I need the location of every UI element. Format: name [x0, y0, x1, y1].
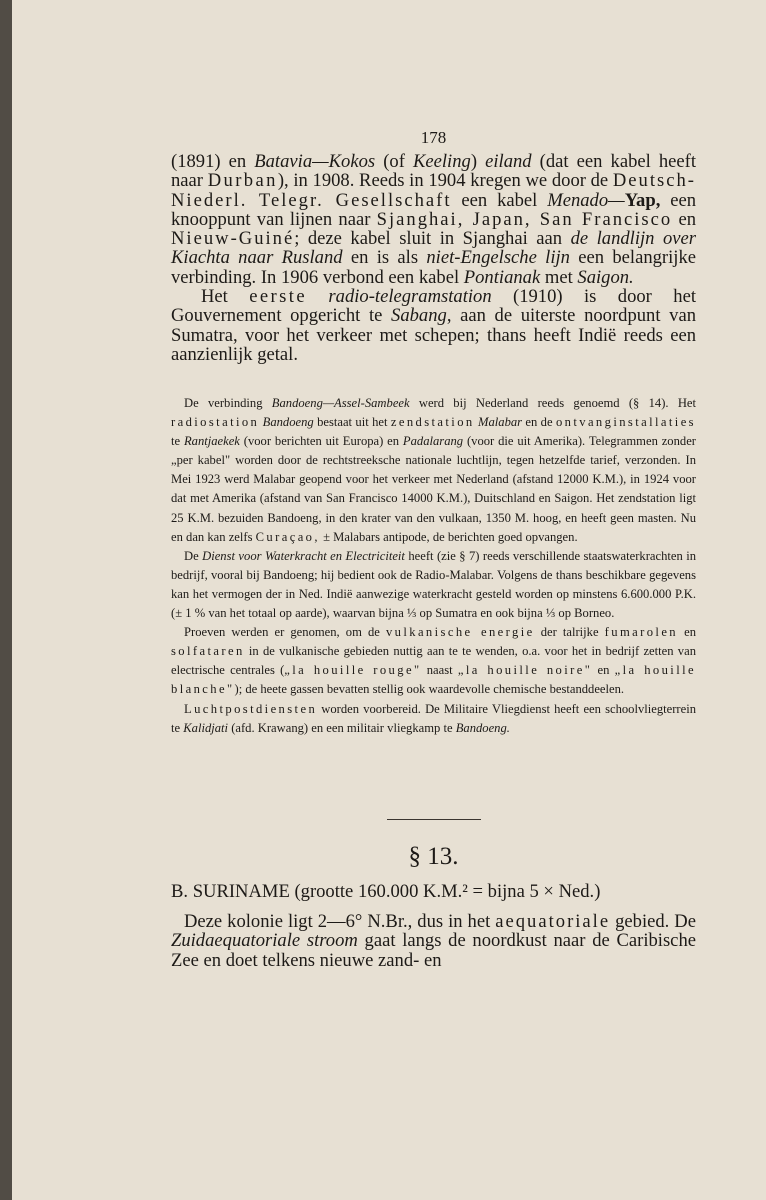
- note-radio-station: De verbinding Bandoeng—Assel-Sambeek werd bij Nederland reeds genoemd (§ 14). Het radiostation Bandoeng bestaat uit het zendstation Malabar en de ontvanginstallaties te Rantjaekek (voor berichten uit Europa) en Padalarang (voor die uit Amerika). Telegrammen zonder „per kabel" worden door de rechtstreeksche nationale luchtlijn, tegen hetzelfde tarief, verzonden. In Mei 1923 werd Malabar geopend voor het verkeer met Nederland (afstand 12000 K.M.), in 1924 voor dat met Amerika (afstand van San Francisco 14000 K.M.), Duitschland en Saigon. Het zendstation ligt 25 K.M. bezuiden Bandoeng, in den krater van den vulkaan, 1350 M. hoog, en heeft geen masten. Nu en dan kan zelfs Curaçao, ± Malabars antipode, de berichten goed opvangen.: [171, 396, 697, 544]
- paragraph-cables: (1891) en Batavia—Kokos (of Keeling) eiland (dat een kabel heeft naar Durban), in 1908. Reeds in 1904 kregen we door de Deutsch-Niederl. Telegr. Gesellschaft een kabel Menado—Yap, een knooppunt van lijnen naar Sjanghai, Japan, San Francisco en Nieuw-Guiné; deze kabel sluit in Sjanghai aan de landlijn over Kiachta naar Rusland en is als niet-Engelsche lijn een belangrijke verbinding. In 1906 verbond een kabel Pontianak met Saigon.: [171, 151, 697, 288]
- section-heading: B. SURINAME (grootte 160.000 K.M.² = bijna 5 × Ned.): [171, 881, 601, 902]
- note-waterkracht: De Dienst voor Waterkracht en Electriciteit heeft (zie § 7) reeds verschillende staatswaterkrachten in bedrijf, vooral bij Bandoeng; hij bedient ook de Radio-Malabar. Volgens de thans beschikbare gegevens kan het vermogen der in Ned. Indië aanwezige waterkracht gesteld worden op minstens 6.600.000 P.K. (± 1 % van het totaal op aarde), waarvan bijna ⅓ op Sumatra en ook bijna ⅓ op Borneo.: [171, 548, 696, 621]
- small-print-notes: [171, 394, 696, 738]
- note-vulkanische-energie: Proeven werden er genomen, om de vulkanische energie der talrijke fumarolen en solfataren in de vulkanische gebieden nuttig aan te te wenden, o.a. voor het in bedrijf zetten van electrische centrales („la houille rouge" naast „la houille noire" en „la houille blanche"); de heete gassen bevatten stellig ook waardevolle chemische bestanddeelen.: [171, 625, 696, 697]
- section-divider: [387, 819, 481, 820]
- paragraph-suriname: Deze kolonie ligt 2—6° N.Br., dus in het aequatoriale gebied. De Zuidaequatoriale stroom gaat langs de noordkust naar de Caribische Zee en doet telkens nieuwe zand- en: [171, 911, 696, 971]
- scanned-page: [12, 0, 766, 1200]
- page-number: 178: [420, 128, 447, 147]
- suriname-text: [171, 912, 696, 970]
- note-luchtpost: Luchtpostdiensten worden voorbereid. De Militaire Vliegdienst heeft een schoolvliegterrein te Kalidjati (afd. Krawang) en een militair vliegkamp te Bandoeng.: [171, 701, 696, 735]
- main-text: [171, 152, 696, 364]
- section-number: § 13.: [408, 843, 459, 870]
- paragraph-radio: Het eerste radio-telegramstation (1910) is door het Gouvernement opgericht te Sabang, aan de uiterste noordpunt van Sumatra, voor het verkeer met schepen; thans heeft Indië reeds een aanzienlijk getal.: [171, 286, 696, 365]
